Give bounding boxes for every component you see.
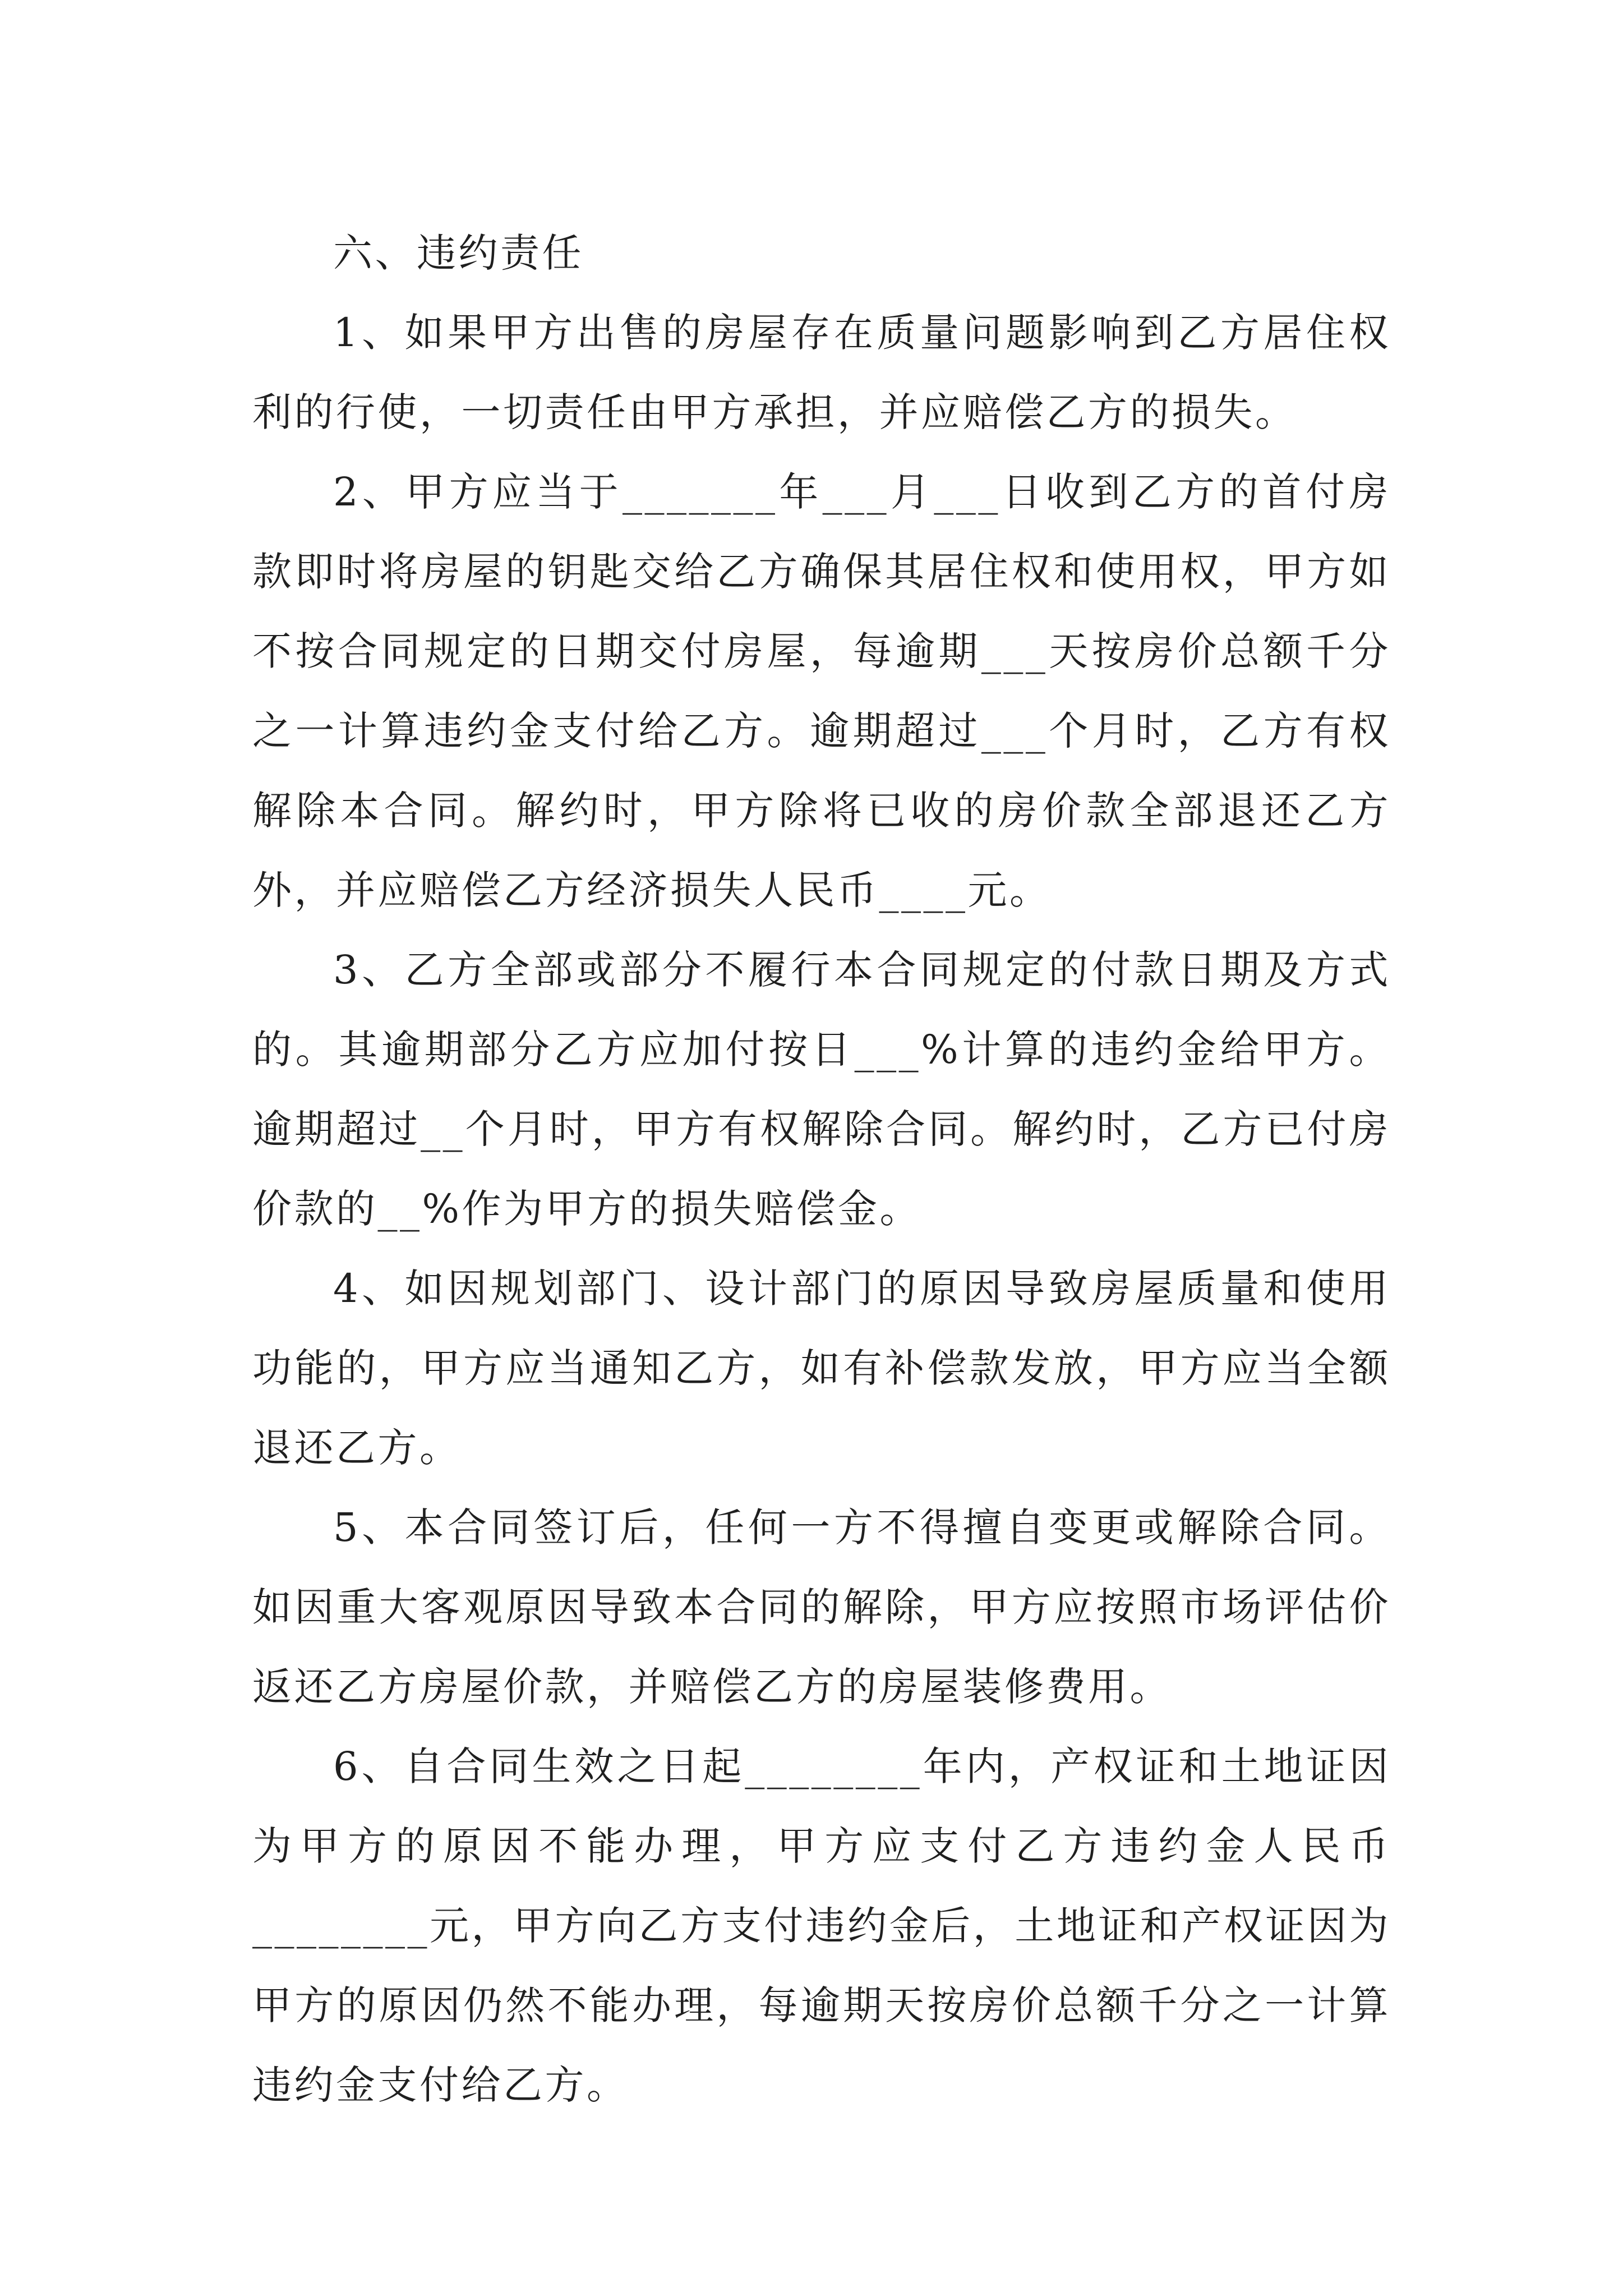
clause-3: 3、乙方全部或部分不履行本合同规定的付款日期及方式的。其逾期部分乙方应加付按日___%计算的违约金给甲方。逾期超过__个月时，甲方有权解除合同。解约时，乙方已付房价款的__%作为甲方的损失赔偿金。	[252, 947, 1391, 1232]
clause-4: 4、如因规划部门、设计部门的原因导致房屋质量和使用功能的，甲方应当通知乙方，如有补偿款发放，甲方应当全额退还乙方。	[252, 1266, 1391, 1471]
clause-1: 1、如果甲方出售的房屋存在质量问题影响到乙方居住权利的行使，一切责任由甲方承担，并应赔偿乙方的损失。	[252, 310, 1391, 435]
clause-5: 5、本合同签订后，任何一方不得擅自变更或解除合同。如因重大客观原因导致本合同的解除，甲方应按照市场评估价返还乙方房屋价款，并赔偿乙方的房屋装修费用。	[252, 1504, 1391, 1710]
section-heading: 六、违约责任	[333, 230, 584, 276]
document-body	[252, 213, 1391, 2125]
clause-6: 6、自合同生效之日起________年内，产权证和土地证因为甲方的原因不能办理，甲方应支付乙方违约金人民币________元，甲方向乙方支付违约金后，土地证和产权证因为甲方的原因仍然不能办理，每逾期天按房价总额千分之一计算违约金支付给乙方。	[252, 1743, 1391, 2108]
clause-2: 2、甲方应当于_______年___月___日收到乙方的首付房款即时将房屋的钥匙交给乙方确保其居住权和使用权，甲方如不按合同规定的日期交付房屋，每逾期___天按房价总额千分之一计算违约金支付给乙方。逾期超过___个月时，乙方有权解除本合同。解约时，甲方除将已收的房价款全部退还乙方外，并应赔偿乙方经济损失人民币____元。	[252, 469, 1391, 913]
